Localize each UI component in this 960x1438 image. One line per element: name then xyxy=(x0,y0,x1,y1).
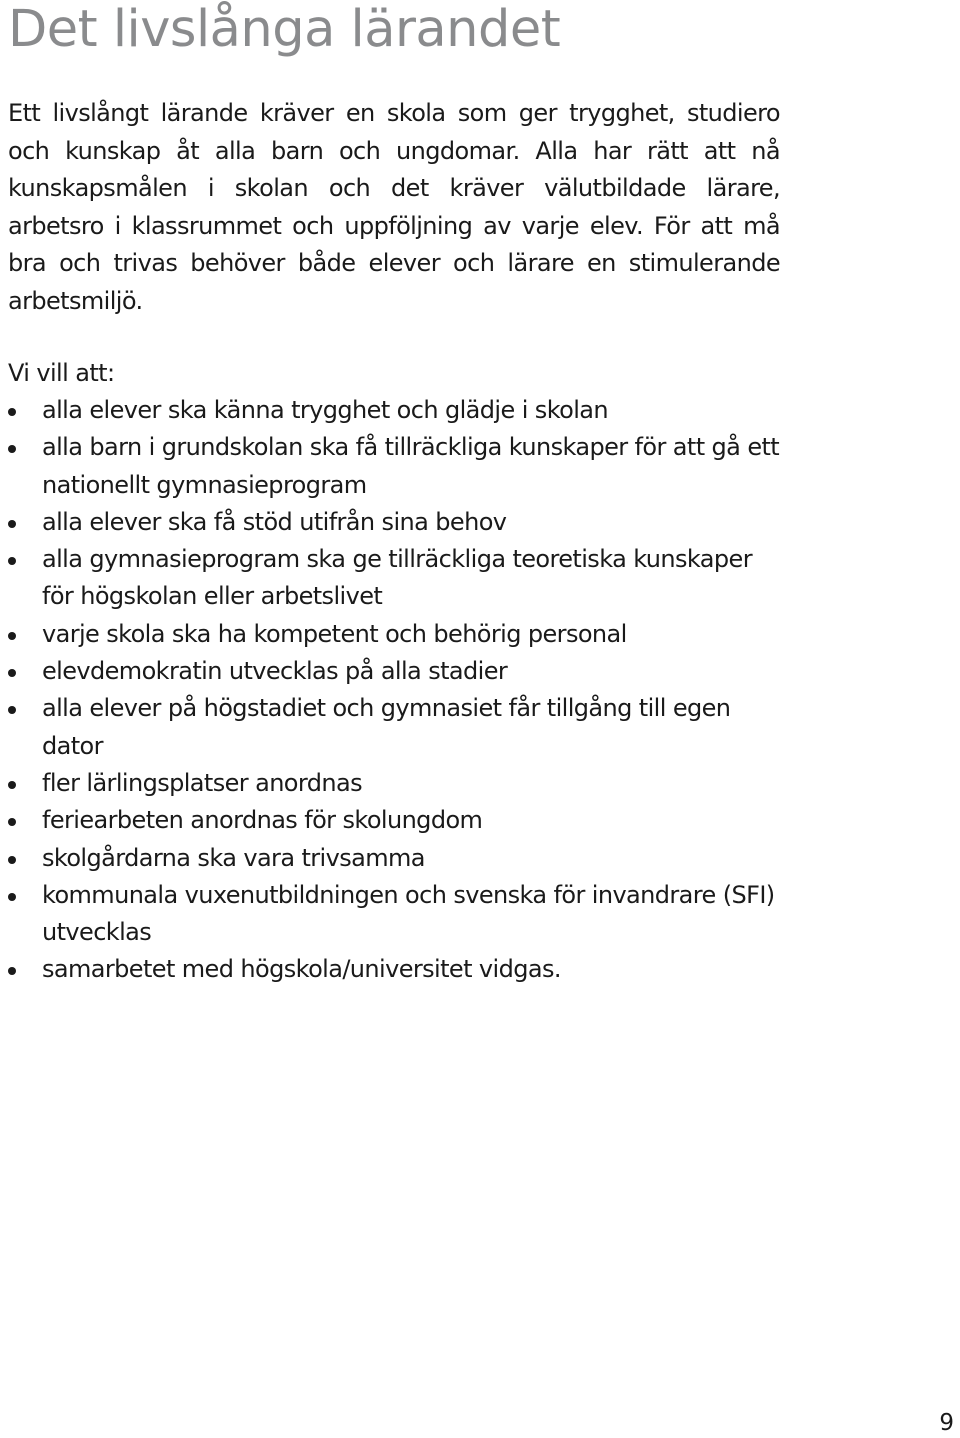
list-item xyxy=(0,504,800,541)
list-item-text: varje skola ska ha kompetent och behörig personal xyxy=(42,619,627,648)
bullet-icon xyxy=(8,445,16,453)
list-item-text: alla elever på högstadiet och gymnasiet får tillgång till egen dator xyxy=(42,694,731,760)
bullet-icon xyxy=(8,781,16,789)
list-item-text: skolgårdarna ska vara trivsamma xyxy=(42,843,425,872)
list-item xyxy=(0,541,800,616)
bullet-icon xyxy=(8,520,16,528)
page-number: 9 xyxy=(939,1410,954,1436)
bullet-icon xyxy=(8,408,16,416)
bullet-icon xyxy=(8,632,16,640)
intro-paragraph: Ett livslångt lärande kräver en skola som ger trygghet, studiero och kunskap åt alla barn och ungdomar. Alla har rätt att nå kunskapsmålen i skolan och det kräver välutbildade lärare, arbetsro i klassrummet och uppföljning av varje elev. För att må bra och trivas behöver både elever och lärare en stimulerande arbetsmiljö. xyxy=(8,99,780,315)
list-item-text: kommunala vuxenutbildningen och svenska för invandrare (SFI) utvecklas xyxy=(42,880,775,947)
list-item-text: samarbetet med högskola/universitet vidgas. xyxy=(42,955,561,984)
list-item xyxy=(0,802,800,839)
list-item xyxy=(0,653,800,690)
list-item xyxy=(0,392,800,429)
list-item xyxy=(0,765,800,802)
bullet-icon xyxy=(8,669,16,677)
goals-lead: Vi vill att: xyxy=(8,359,115,387)
bullet-icon xyxy=(8,967,16,975)
page-title: Det livslånga lärandet xyxy=(8,0,561,59)
goals-list xyxy=(0,392,800,989)
bullet-icon xyxy=(8,893,16,901)
list-item-text: alla gymnasieprogram ska ge tillräckliga teoretiska kunskaper för högskolan eller arbetslivet xyxy=(42,545,752,611)
list-item xyxy=(0,877,800,952)
bullet-icon xyxy=(8,856,16,864)
list-item-text: alla elever ska känna trygghet och glädje i skolan xyxy=(42,396,609,424)
list-item-text: elevdemokratin utvecklas på alla stadier xyxy=(42,657,508,686)
list-item xyxy=(0,840,800,877)
bullet-icon xyxy=(8,818,16,826)
list-item xyxy=(0,616,800,653)
list-item-text: alla barn i grundskolan ska få tillräckliga kunskaper för att gå ett nationellt gymnasieprogram xyxy=(42,433,780,499)
list-item-text: feriearbeten anordnas för skolungdom xyxy=(42,806,483,835)
bullet-icon xyxy=(8,706,16,714)
list-item-text: alla elever ska få stöd utifrån sina behov xyxy=(42,507,507,536)
list-item-text: fler lärlingsplatser anordnas xyxy=(42,768,362,797)
list-item xyxy=(0,951,800,988)
bullet-icon xyxy=(8,557,16,565)
list-item xyxy=(0,429,800,504)
list-item xyxy=(0,690,800,765)
